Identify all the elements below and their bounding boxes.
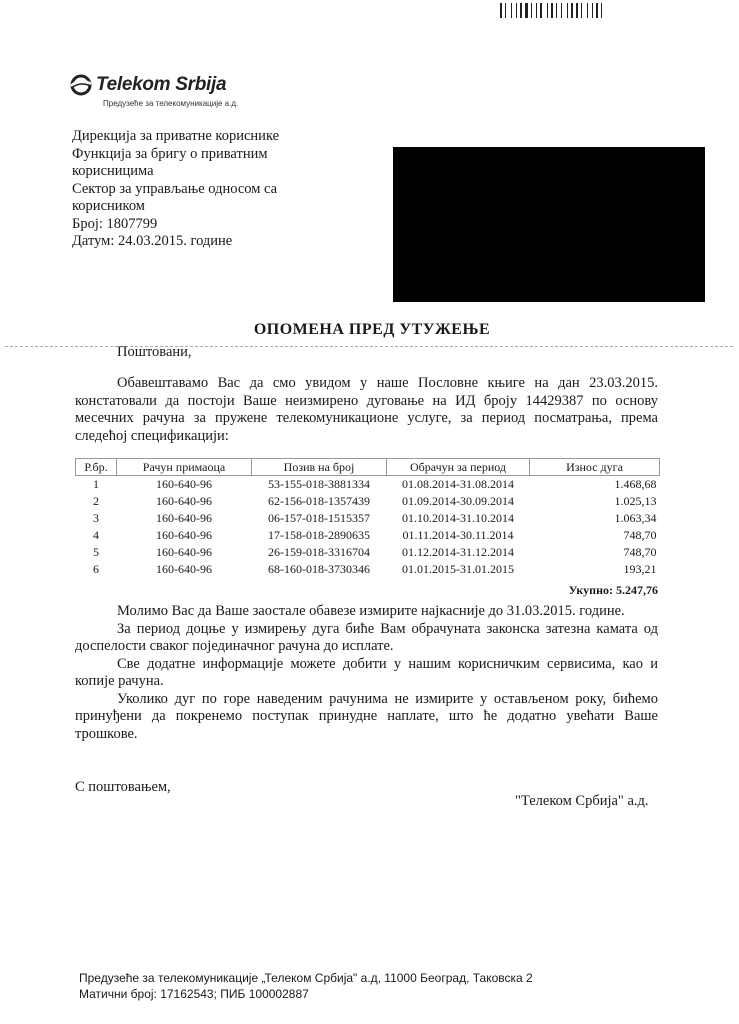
barcode-bar: [592, 3, 593, 18]
document-date: Датум: 24.03.2015. године: [72, 233, 233, 249]
billing-period: 01.12.2014-31.12.2014: [402, 545, 514, 559]
debt-amount: 1.468,68: [614, 477, 657, 491]
row-number: 2: [93, 494, 99, 508]
barcode-bar: [563, 3, 566, 18]
barcode-bar: [594, 3, 595, 18]
debt-amount: 748,70: [623, 528, 657, 542]
barcode-bar: [603, 3, 605, 18]
table-row: [76, 561, 660, 578]
barcode-bar: [511, 3, 512, 18]
row-number: 3: [93, 511, 99, 525]
table-row: [76, 544, 660, 561]
reference-number: 06-157-018-1515357: [268, 511, 370, 525]
warning-paragraph: Уколико дуг по горе наведеним рачунима не измирите у остављеном року, бићемо принуђени да покренемо поступак принудне наплате, што ће додатно увећати Ваше трошкове.: [75, 690, 658, 742]
table-header-row: [76, 459, 660, 476]
barcode-bar: [525, 3, 528, 18]
col-header-period: Обрачун за период: [387, 459, 530, 476]
table-row: [76, 527, 660, 544]
barcode-bar: [538, 3, 539, 18]
signature: "Телеком Србија" а.д.: [515, 793, 649, 809]
barcode-bar: [567, 3, 568, 18]
barcode-bar: [596, 3, 598, 18]
redacted-address-block: [393, 147, 705, 302]
logo-name: Telekom Srbija: [96, 74, 227, 95]
row-number: 1: [93, 477, 99, 491]
barcode-bar: [503, 3, 504, 18]
barcode-bar: [531, 3, 532, 18]
recipient-account: 160-640-96: [156, 511, 212, 525]
barcode-bar: [551, 3, 553, 18]
row-number: 6: [93, 562, 99, 576]
barcode-bar: [516, 3, 517, 18]
reference-number: 68-160-018-3730346: [268, 562, 370, 576]
barcode-bar: [576, 3, 578, 18]
barcode-bar: [556, 3, 557, 18]
barcode-bar: [518, 3, 519, 18]
sender-line: корисником: [72, 198, 145, 214]
debt-amount: 1.063,34: [614, 511, 657, 525]
barcode-bar: [533, 3, 535, 18]
col-header-no: Р.бр.: [76, 459, 117, 476]
debt-amount: 748,70: [623, 545, 657, 559]
barcode-bar: [505, 3, 506, 18]
telekom-logo-icon: [70, 74, 92, 96]
debt-amount: 1.025,13: [614, 494, 657, 508]
barcode-bar: [554, 3, 555, 18]
footer: [79, 970, 533, 1002]
barcode-bar: [507, 3, 510, 18]
billing-period: 01.10.2014-31.10.2014: [402, 511, 514, 525]
sender-line: корисницима: [72, 163, 154, 179]
recipient-account: 160-640-96: [156, 528, 212, 542]
debt-table: [75, 458, 660, 578]
barcode-bar: [500, 3, 502, 18]
payment-deadline-paragraph: Молимо Вас да Ваше заостале обавезе измирите најкасније до 31.03.2015. године.: [117, 603, 625, 619]
reference-number: 53-155-018-3881334: [268, 477, 370, 491]
footer-registration: Матични број: 17162543; ПИБ 100002887: [79, 987, 309, 1001]
footer-address: Предузеће за телекомуникације „Телеком Србија" а.д, 11000 Београд, Таковска 2: [79, 971, 533, 985]
recipient-account: 160-640-96: [156, 494, 212, 508]
col-header-amount: Износ дуга: [530, 459, 660, 476]
barcode: [500, 3, 610, 18]
barcode-bar: [571, 3, 573, 18]
barcode-bar: [569, 3, 570, 18]
barcode-bar: [579, 3, 580, 18]
info-paragraph: Све додатне информације можете добити у нашим корисничким сервисима, као и копије рачуна.: [75, 655, 658, 689]
billing-period: 01.11.2014-30.11.2014: [402, 528, 514, 542]
barcode-bar: [513, 3, 515, 18]
table-row: [76, 476, 660, 494]
divider: [5, 346, 733, 347]
barcode-bar: [529, 3, 530, 18]
barcode-bar: [589, 3, 591, 18]
billing-period: 01.09.2014-30.09.2014: [402, 494, 514, 508]
letter-title: ОПОМЕНА ПРЕД УТУЖЕЊЕ: [253, 321, 491, 338]
debt-amount: 193,21: [623, 562, 657, 576]
table-row: [76, 493, 660, 510]
recipient-account: 160-640-96: [156, 562, 212, 576]
greeting: Поштовани,: [117, 344, 192, 360]
barcode-bar: [583, 3, 586, 18]
barcode-bar: [599, 3, 600, 18]
reference-number: 62-156-018-1357439: [268, 494, 370, 508]
barcode-bar: [561, 3, 562, 18]
barcode-bar: [587, 3, 588, 18]
row-number: 5: [93, 545, 99, 559]
billing-period: 01.01.2015-31.01.2015: [402, 562, 514, 576]
interest-paragraph: За период доцње у измирењу дуга биће Вам обрачуната законска затезна камата од доспелости сваког појединачног рачуна до исплате.: [75, 620, 658, 654]
barcode-bar: [543, 3, 546, 18]
recipient-account: 160-640-96: [156, 477, 212, 491]
reference-number: 26-159-018-3316704: [268, 545, 370, 559]
barcode-bar: [547, 3, 548, 18]
barcode-bar: [540, 3, 542, 18]
document-number: Број: 1807799: [72, 215, 158, 232]
barcode-bar: [574, 3, 575, 18]
barcode-bar: [558, 3, 560, 18]
body-paragraphs: [75, 603, 658, 743]
barcode-bar: [520, 3, 522, 18]
recipient-account: 160-640-96: [156, 545, 212, 559]
table-row: [76, 510, 660, 527]
row-number: 4: [93, 528, 99, 542]
barcode-bar: [581, 3, 582, 18]
reference-number: 17-158-018-2890635: [268, 528, 370, 542]
total-amount: Укупно: 5.247,76: [568, 583, 658, 597]
billing-period: 01.08.2014-31.08.2014: [402, 477, 514, 491]
barcode-bar: [536, 3, 537, 18]
barcode-bar: [523, 3, 524, 18]
barcode-bar: [601, 3, 602, 18]
sender-block: [72, 128, 362, 251]
intro-paragraph: Обавештавамо Вас да смо увидом у наше Пословне књиге на дан 23.03.2015. констатовали да постоји Ваше неизмирено дуговање на ИД броју 14429387 по основу месечних рачуна за пружене телекомуникационе услуге, за период посматрања, према следећој спецификацији:: [75, 375, 658, 444]
barcode-bar: [549, 3, 550, 18]
logo-subtitle: Предузеће за телекомуникације а.д.: [103, 99, 239, 108]
closing: С поштовањем,: [75, 779, 171, 795]
sender-line: Сектор за управљање односом са: [72, 180, 278, 197]
col-header-account: Рачун примаоца: [117, 459, 252, 476]
sender-line: Функција за бригу о приватним: [72, 145, 268, 162]
sender-line: Дирекција за приватне кориснике: [72, 128, 280, 144]
company-logo: [70, 74, 238, 108]
col-header-reference: Позив на број: [252, 459, 387, 476]
